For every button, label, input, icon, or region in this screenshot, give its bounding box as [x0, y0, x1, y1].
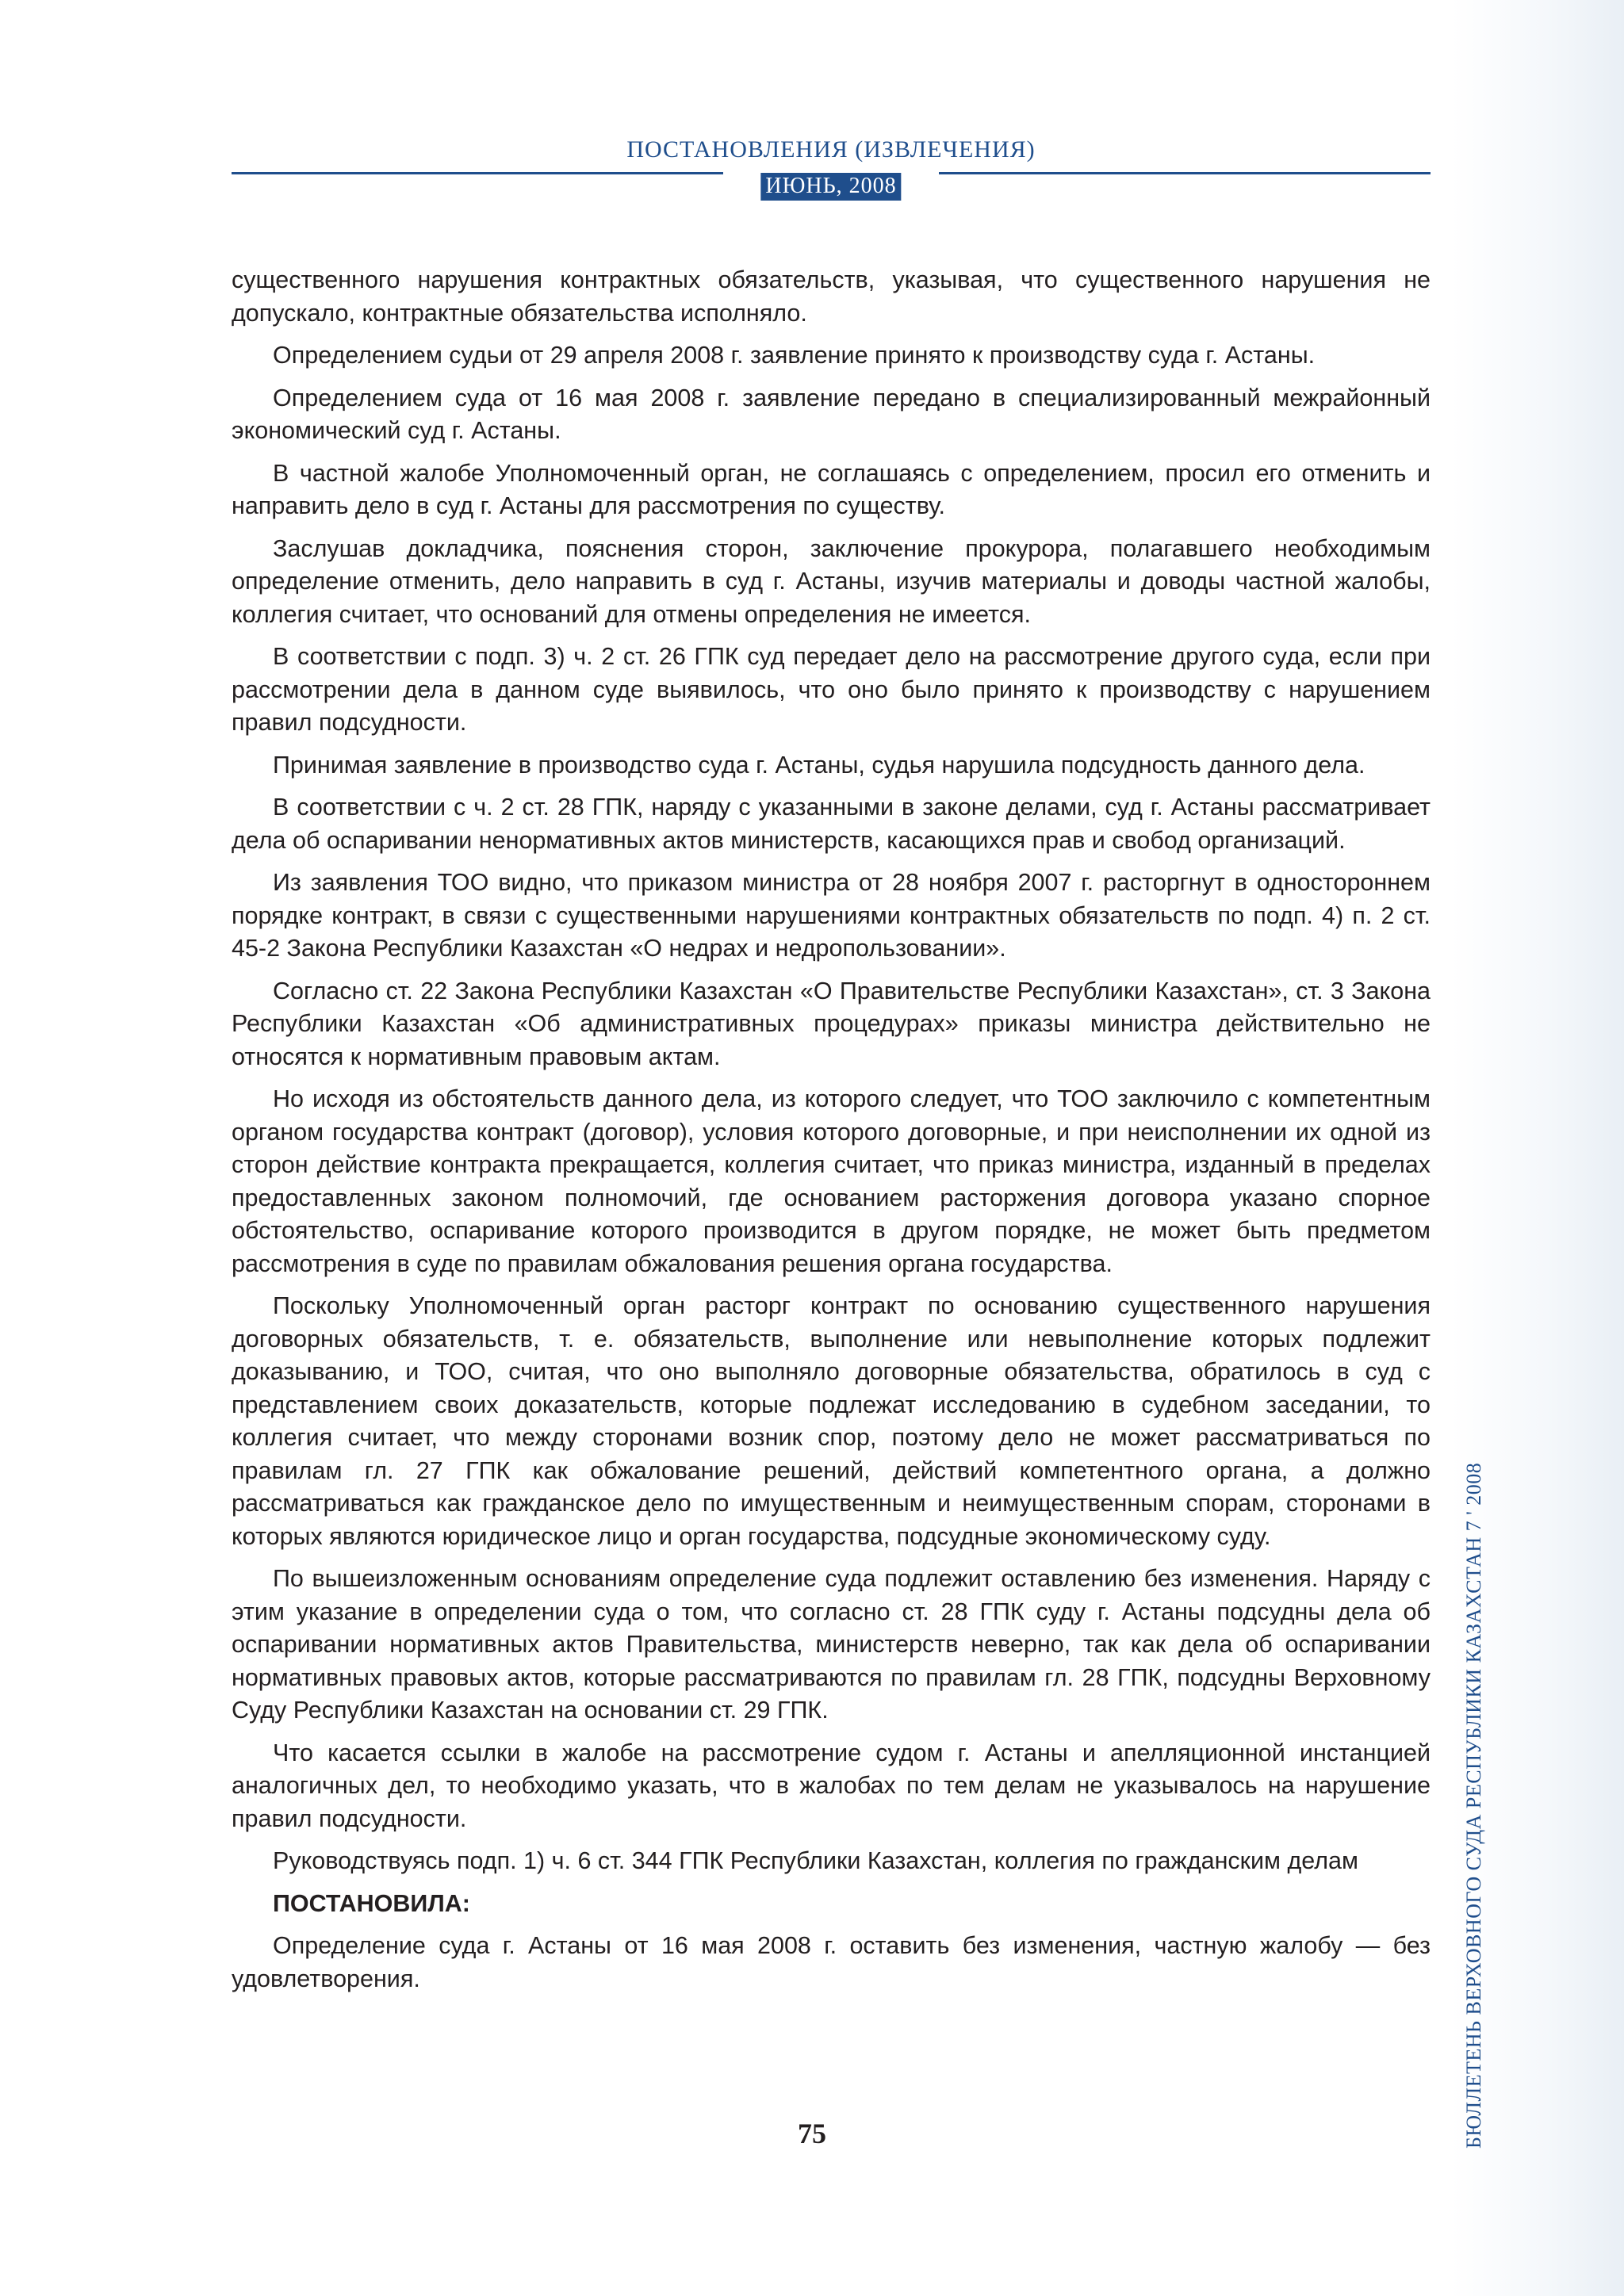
paragraph: Поскольку Уполномоченный орган расторг контракт по основанию существенного нарушения договорных обязательств, т. е. обязательств, выполнение или невыполнение которых подлежит доказыванию, и ТОО, считая, что оно выполняло договорные обязательства, обратилось в суд с представлением своих доказательств, которые подлежат исследованию в судебном заседании, то коллегия считает, что между сторонами возник спор, поэтому дело не может рассматриваться по правилам гл. 27 ГПК как обжалование решений, действий компетентного органа, а должно рассматриваться как гражданское дело по имущественным и неимущественным спорам, сторонами в которых являются юридическое лицо и орган государства, подсудные экономическому суду. — [232, 1292, 1431, 1550]
page-number: 75 — [798, 2118, 826, 2149]
header-rule-right — [939, 172, 1431, 174]
paragraph: Из заявления ТОО видно, что приказом министра от 28 ноября 2007 г. расторгнут в одностороннем порядке контракт, в связи с существенными нарушениями контрактных обязательств по подп. 4) п. 2 ст. 45-2 Закона Республики Казахстан «О недрах и недропользовании». — [232, 869, 1431, 962]
paragraph: Определением суда от 16 мая 2008 г. заявление передано в специализированный межрайонный экономический суд г. Астаны. — [232, 384, 1431, 444]
paragraph: По вышеизложенным основаниям определение суда подлежит оставлению без изменения. Наряду с этим указание в определении суда о том, что согласно ст. 28 ГПК суду г. Астаны подсудны дела об оспаривании нормативных актов Правительства, министерств неверно, так как дела об оспаривании нормативных правовых актов, которые рассматриваются по правилам гл. 28 ГПК, подсудны Верховному Суду Республики Казахстан на основании ст. 29 ГПК. — [232, 1565, 1431, 1724]
paragraph: Согласно ст. 22 Закона Республики Казахстан «О Правительстве Республики Казахстан», ст. 3 Закона Республики Казахстан «Об административных процедурах» приказы министра действительно не относятся к нормативным правовым актам. — [232, 977, 1431, 1070]
resolution-heading: ПОСТАНОВИЛА: — [273, 1889, 470, 1917]
paragraph: Заслушав докладчика, пояснения сторон, заключение прокурора, полагавшего необходимым определение отменить, дело направить в суд г. Астаны, изучив материалы и доводы частной жалобы, коллегия считает, что оснований для отмены определения не имеется. — [232, 534, 1431, 628]
paragraph: Определением судьи от 29 апреля 2008 г. заявление принято к производству суда г. Астаны. — [273, 342, 1316, 369]
resolution-text: Определение суда г. Астаны от 16 мая 2008 г. оставить без изменения, частную жалобу — без удовлетворения. — [232, 1932, 1431, 1992]
paragraph: Руководствуясь подп. 1) ч. 6 ст. 344 ГПК Республики Казахстан, коллегия по гражданским делам — [273, 1847, 1358, 1874]
paragraph: Но исходя из обстоятельств данного дела, из которого следует, что ТОО заключило с компетентным органом государства контракт (договор), условия которого договорные, и при неисполнении их одной из сторон действие контракта прекращается, коллегия считает, что приказ министра, изданный в пределах предоставленных законом полномочий, где основанием расторжения договора указано спорное обстоятельство, оспаривание которого производится в другом порядке, не может быть предметом рассмотрения в суде по правилам обжалования решения органа государства. — [232, 1085, 1431, 1277]
side-caption — [1459, 1462, 1491, 2149]
paragraph: Принимая заявление в производство суда г. Астаны, судья нарушила подсудность данного дела. — [273, 751, 1365, 779]
page-header — [232, 136, 1431, 200]
paragraph: В соответствии с подп. 3) ч. 2 ст. 26 ГПК суд передает дело на рассмотрение другого суда, если при рассмотрении дела в данном суде выявилось, что оно было принято к производству с нарушением правил подсудности. — [232, 643, 1431, 736]
paragraph: существенного нарушения контрактных обязательств, указывая, что существенного нарушения не допускало, контрактные обязательства исполняло. — [232, 266, 1431, 327]
paragraph: Что касается ссылки в жалобе на рассмотрение судом г. Астаны и апелляционной инстанцией аналогичных дел, то необходимо указать, что в жалобах по тем делам не указывалось на нарушение правил подсудности. — [232, 1739, 1431, 1832]
article-body — [232, 264, 1431, 2005]
side-caption-text: БЮЛЛЕТЕНЬ ВЕРХОВНОГО СУДА РЕСПУБЛИКИ КАЗАХСТАН 7 ' 2008 — [1462, 1462, 1485, 2149]
issue-date-badge: ИЮНЬ, 2008 — [760, 173, 901, 201]
paragraph: В соответствии с ч. 2 ст. 28 ГПК, наряду с указанными в законе делами, суд г. Астаны рассматривает дела об оспаривании ненормативных актов министерств, касающихся прав и свобод организаций. — [232, 794, 1431, 854]
header-rule-left — [232, 172, 723, 174]
paragraph: В частной жалобе Уполномоченный орган, не соглашаясь с определением, просил его отменить и направить дело в суд г. Астаны для рассмотрения по существу. — [232, 459, 1431, 519]
section-title: ПОСТАНОВЛЕНИЯ (ИЗВЛЕЧЕНИЯ) — [626, 136, 1036, 163]
